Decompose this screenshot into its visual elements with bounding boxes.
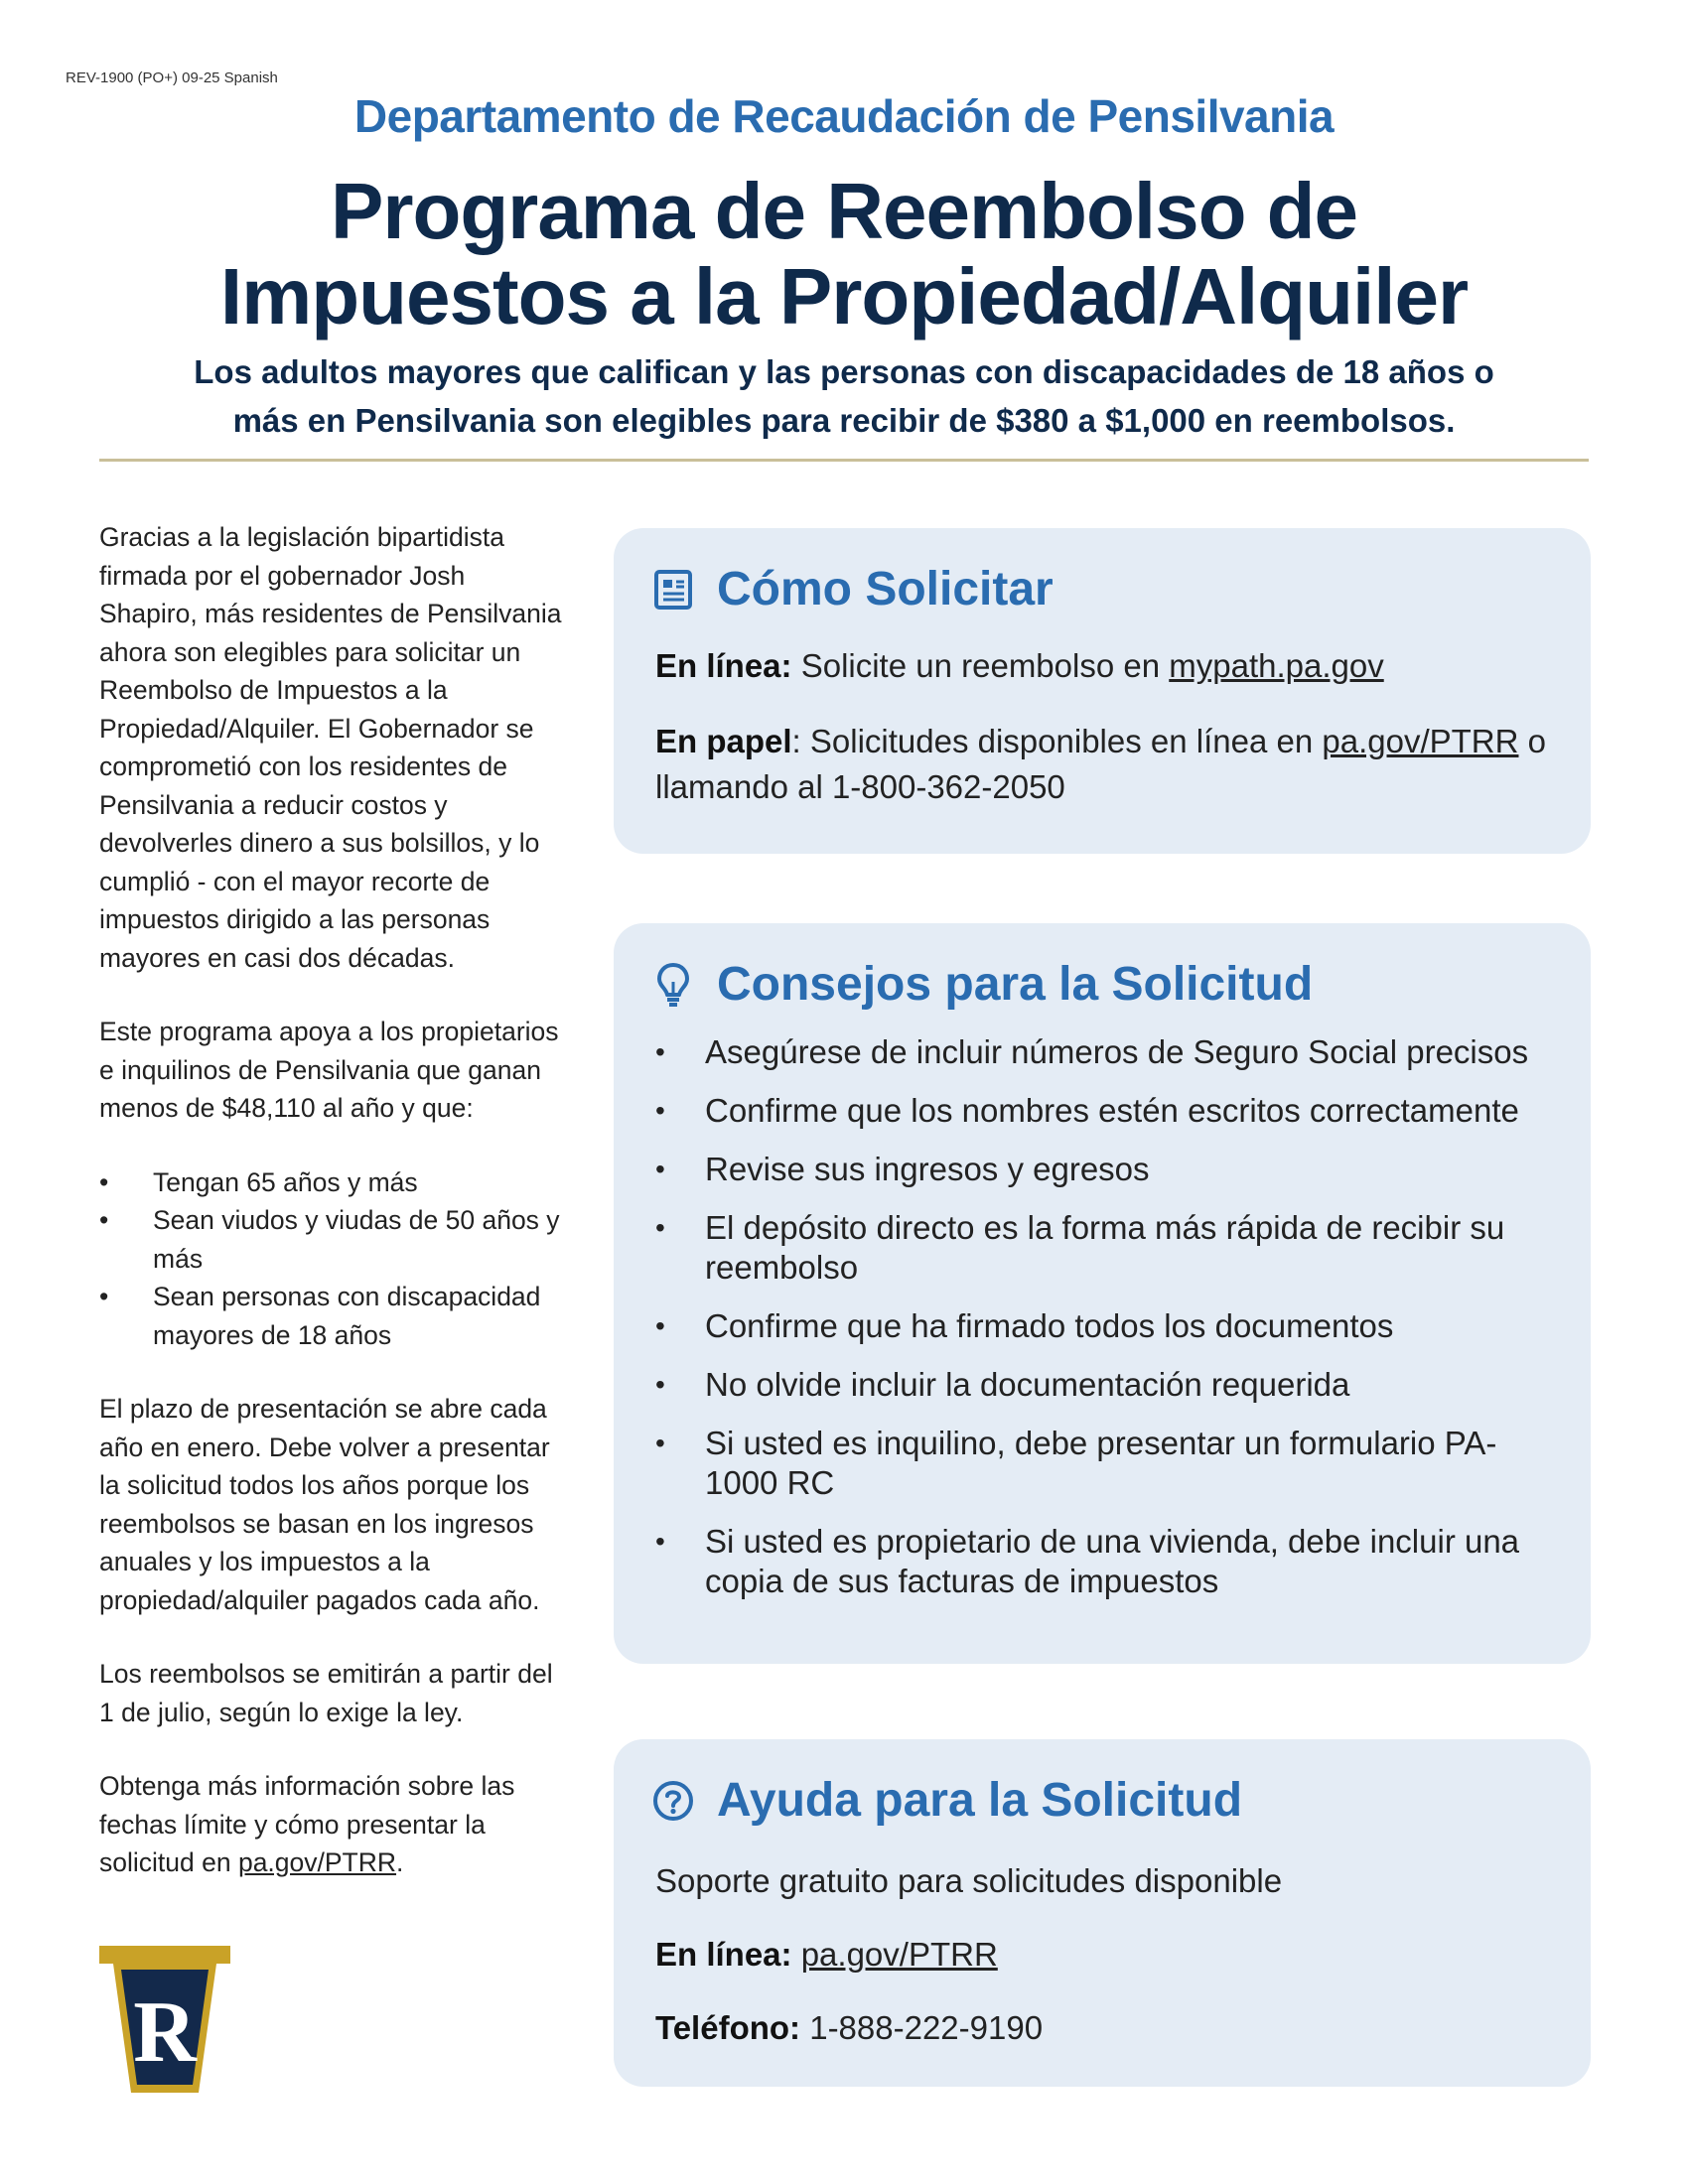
how-to-apply-heading: Cómo Solicitar bbox=[717, 563, 1054, 615]
help-ptrr-link[interactable]: pa.gov/PTRR bbox=[800, 1936, 998, 1973]
help-card bbox=[614, 1739, 1591, 2087]
help-phone-line bbox=[655, 2005, 1555, 2051]
help-phone-label: Teléfono: bbox=[655, 2009, 801, 2046]
how-to-apply-header bbox=[651, 562, 1054, 616]
rebates-paragraph: Los reembolsos se emitirán a partir del 1 de julio, según lo exige la ley. bbox=[99, 1659, 553, 1727]
tip-item: • Si usted es propietario de una vivienda, debe incluir una copia de sus facturas de impuestos bbox=[655, 1523, 1520, 1599]
program-paragraph: Este programa apoya a los propietarios e inquilinos de Pensilvania que ganan menos de $48,110 al año y que: bbox=[99, 1017, 559, 1123]
ptrr-link[interactable]: pa.gov/PTRR bbox=[237, 1847, 397, 1877]
question-circle-icon bbox=[651, 1779, 695, 1823]
tip-item: • Confirme que ha firmado todos los documentos bbox=[655, 1307, 1394, 1344]
help-heading: Ayuda para la Solicitud bbox=[717, 1774, 1243, 1827]
tips-heading: Consejos para la Solicitud bbox=[717, 958, 1314, 1011]
apply-paper-phone: llamando al 1-800-362-2050 bbox=[655, 768, 1065, 805]
tip-text: Confirme que los nombres estén escritos correctamente bbox=[705, 1092, 1519, 1129]
apply-paper-text: : Solicitudes disponibles en línea en bbox=[791, 723, 1323, 759]
tip-item: • No olvide incluir la documentación requerida bbox=[655, 1366, 1350, 1403]
tips-card bbox=[614, 923, 1591, 1664]
help-online-line bbox=[655, 1932, 1555, 1978]
more-info-paragraph bbox=[99, 1767, 566, 1882]
intro-paragraph: Gracias a la legislación bipartidista firmada por el gobernador Josh Shapiro, más residentes de Pensilvania ahora son elegibles para solicitar un Reembolso de Impuestos a la Propiedad/Alquiler. El Gobernador se comprometió con los residentes de Pensilvania a reducir costos y devolverles dinero a sus bolsillos, y lo cumplió - con el mayor recorte de impuestos dirigido a las personas mayores en casi dos décadas. bbox=[99, 522, 562, 973]
subtitle bbox=[99, 347, 1589, 445]
free-support-line: Soporte gratuito para solicitudes disponible bbox=[655, 1862, 1283, 1899]
tips-list bbox=[655, 1032, 1551, 1620]
subtitle-line-1: Los adultos mayores que califican y las personas con discapacidades de 18 años o bbox=[194, 353, 1494, 390]
title-line-2: Impuestos a la Propiedad/Alquiler bbox=[219, 252, 1469, 341]
subtitle-line-2: más en Pensilvania son elegibles para recibir de $380 a $1,000 en reembolsos. bbox=[232, 402, 1456, 439]
tip-item: • Revise sus ingresos y egresos bbox=[655, 1151, 1150, 1187]
eligibility-list bbox=[99, 1163, 566, 1355]
help-online-label: En línea: bbox=[655, 1936, 792, 1973]
tip-text: Revise sus ingresos y egresos bbox=[705, 1151, 1150, 1187]
apply-paper-label: En papel bbox=[655, 723, 792, 759]
paper-ptrr-link[interactable]: pa.gov/PTRR bbox=[1322, 723, 1519, 759]
list-item: • Tengan 65 años y más bbox=[99, 1166, 418, 1197]
list-item: • Sean personas con discapacidad mayores de 18 años bbox=[99, 1282, 541, 1350]
apply-paper-or: o bbox=[1518, 723, 1547, 759]
apply-paper-line bbox=[655, 719, 1555, 810]
help-phone-number: 1-888-222-9190 bbox=[800, 2009, 1044, 2046]
tip-text: Si usted es propietario de una vivienda, debe incluir una copia de sus facturas de impuestos bbox=[705, 1523, 1520, 1599]
tip-text: Asegúrese de incluir números de Seguro Social precisos bbox=[705, 1033, 1529, 1070]
more-info-text: Obtenga más información sobre las fechas límite y cómo presentar la solicitud en bbox=[99, 1771, 515, 1877]
list-item: • Sean viudos y viudas de 50 años y más bbox=[99, 1205, 560, 1274]
tip-text: Confirme que ha firmado todos los documentos bbox=[705, 1307, 1394, 1344]
apply-online-line bbox=[655, 643, 1555, 689]
list-item-text: Tengan 65 años y más bbox=[153, 1166, 418, 1197]
tip-item: • Asegúrese de incluir números de Seguro Social precisos bbox=[655, 1033, 1529, 1070]
revenue-keystone-logo bbox=[99, 1946, 230, 2093]
apply-online-text: Solicite un reembolso en bbox=[791, 647, 1170, 684]
more-info-suffix: . bbox=[396, 1847, 404, 1877]
tip-text: Si usted es inquilino, debe presentar un formulario PA-1000 RC bbox=[705, 1425, 1497, 1501]
apply-online-label: En línea: bbox=[655, 647, 792, 684]
help-header bbox=[651, 1773, 1242, 1828]
logo-letter: R bbox=[133, 1984, 197, 2081]
tip-text: El depósito directo es la forma más rápida de recibir su reembolso bbox=[705, 1209, 1505, 1286]
tips-header bbox=[651, 957, 1313, 1012]
tip-item: • Confirme que los nombres estén escritos correctamente bbox=[655, 1092, 1519, 1129]
left-column bbox=[99, 518, 566, 1918]
tip-text: No olvide incluir la documentación requerida bbox=[705, 1366, 1350, 1403]
tip-item: • Si usted es inquilino, debe presentar un formulario PA-1000 RC bbox=[655, 1425, 1497, 1501]
department-name: Departamento de Recaudación de Pensilvania bbox=[353, 90, 1335, 142]
list-item-text: Sean personas con discapacidad mayores de 18 años bbox=[153, 1282, 541, 1350]
page-title bbox=[0, 169, 1688, 340]
header-divider bbox=[99, 459, 1589, 462]
deadline-paragraph: El plazo de presentación se abre cada año en enero. Debe volver a presentar la solicitud todos los años porque los reembolsos se basan en los ingresos anuales y los impuestos a la propiedad/alquiler pagados cada año. bbox=[99, 1394, 550, 1615]
form-code: REV-1900 (PO+) 09-25 Spanish bbox=[66, 69, 278, 86]
list-item-text: Sean viudos y viudas de 50 años y más bbox=[153, 1205, 560, 1274]
mypath-link[interactable]: mypath.pa.gov bbox=[1169, 647, 1384, 684]
tip-item: • El depósito directo es la forma más rápida de recibir su reembolso bbox=[655, 1209, 1505, 1286]
title-line-1: Programa de Reembolso de bbox=[330, 167, 1358, 255]
lightbulb-icon bbox=[651, 963, 695, 1007]
how-to-apply-card bbox=[614, 528, 1591, 854]
document-icon bbox=[651, 568, 695, 612]
